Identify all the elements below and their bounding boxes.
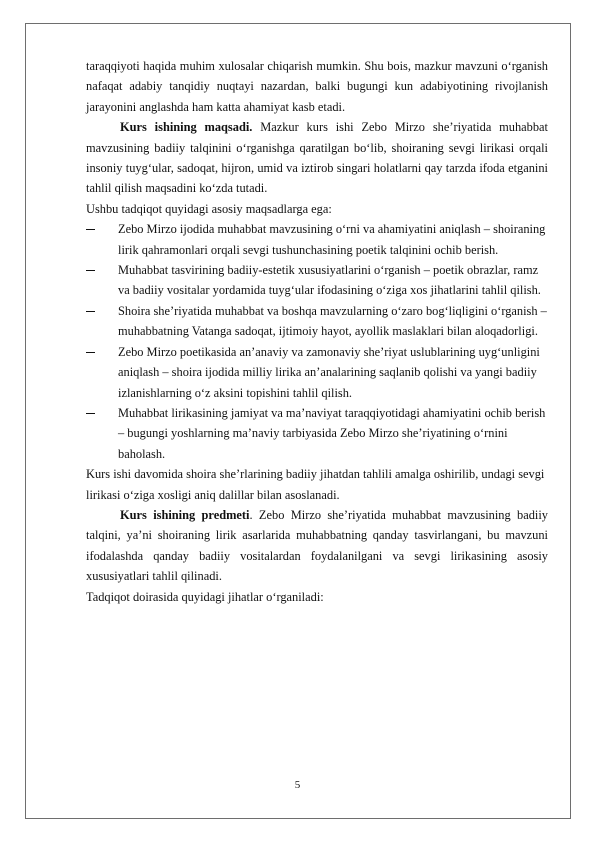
list-item-text: Muhabbat lirikasining jamiyat va ma’naviyat taraqqiyotidagi ahamiyatini ochib berish – bugungi yoshlarning ma’naviy tarbiyasida Zebo Mirzo she’riyatining o‘rnini baholash. [118,405,546,461]
goal-text: Mazkur kurs ishi Zebo Mirzo she’riyatida muhabbat mavzusining badiiy talqinini o‘rganishga qaratilgan bo‘lib, shoiraning sevgi lirikasi orqali insoniy tuyg‘ular, sadoqat, hijron, umid va iztirob singari holatlarni qay tarzda ifoda etganini tahlil qilish maqsadini ko‘zda tutadi. [86,120,548,196]
list-item [86,403,548,464]
scope-intro: Tadqiqot doirasida quyidagi jihatlar o‘rganiladi: [86,589,324,604]
list-item [86,260,548,301]
list-item-text: Muhabbat tasvirining badiiy-estetik xususiyatlarini o‘rganish – poetik obrazlar, ramz va badiiy vositalar yordamida tuyg‘ular ifodasining o‘ziga xos jihatlarini tahlil qilish. [118,263,541,298]
subject-text: . Zebo Mirzo she’riyatida muhabbat mavzusining badiiy talqini, ya’ni shoiraning lirik asarlarida muhabbatning qanday tasvirlangani, bu mavzuni ifodalashda qanday badiiy vositalardan foydalanilgani va sevgi lirikasining asosiy xususiyatlari tahlil qilinadi. [86,507,549,584]
dash-bullet-icon [86,229,95,230]
dash-bullet-icon [86,270,95,271]
list-item-text: Shoira she’riyatida muhabbat va boshqa mavzularning o‘zaro bog‘liqligini o‘rganish – muhabbatning Vatanga sadoqat, ijtimoiy hayot, ayollik maslaklari bilan aloqadorligi. [118,303,547,339]
subject-heading: Kurs ishining predmeti [120,507,250,522]
list-item [86,301,548,342]
dash-bullet-icon [86,311,95,312]
goal-paragraph [86,117,548,199]
dash-bullet-icon [86,413,95,414]
document-page [86,56,548,607]
subject-paragraph [86,505,548,587]
tasks-outro: Kurs ishi davomida shoira she’rlarining badiiy jihatdan tahlili amalga oshirilib, undagi sevgi lirikasi o‘ziga xosligi aniq dalillar bilan asoslanadi. [86,467,545,502]
dash-bullet-icon [86,352,95,353]
list-item-text: Zebo Mirzo poetikasida an’anaviy va zamonaviy she’riyat uslublarining uyg‘unligini aniqlash – shoira ijodida milliy lirika an’analarining saqlanib qolishi va yangi badiiy izlanishlarning o‘z aksini topishini tahlil qilish. [118,344,540,400]
list-item [86,342,548,403]
list-item [86,219,548,260]
tasks-intro: Ushbu tadqiqot quyidagi asosiy maqsadlarga ega: [86,201,332,216]
intro-paragraph: taraqqiyoti haqida muhim xulosalar chiqarish mumkin. Shu bois, mazkur mavzuni o‘rganish nafaqat adabiy tanqidiy nuqtayi nazardan, balki bugungi kun adabiyotining rivojlanish jarayonini anglashda ham katta ahamiyat kasb etadi. [86,59,548,114]
goal-heading: Kurs ishining maqsadi. [120,120,253,135]
list-item-text: Zebo Mirzo ijodida muhabbat mavzusining o‘rni va ahamiyatini aniqlash – shoiraning lirik qahramonlari orqali sevgi tushunchasining poetik talqinini ochib berish. [118,222,546,257]
page-number: 5 [294,779,301,791]
tasks-list [86,219,548,464]
